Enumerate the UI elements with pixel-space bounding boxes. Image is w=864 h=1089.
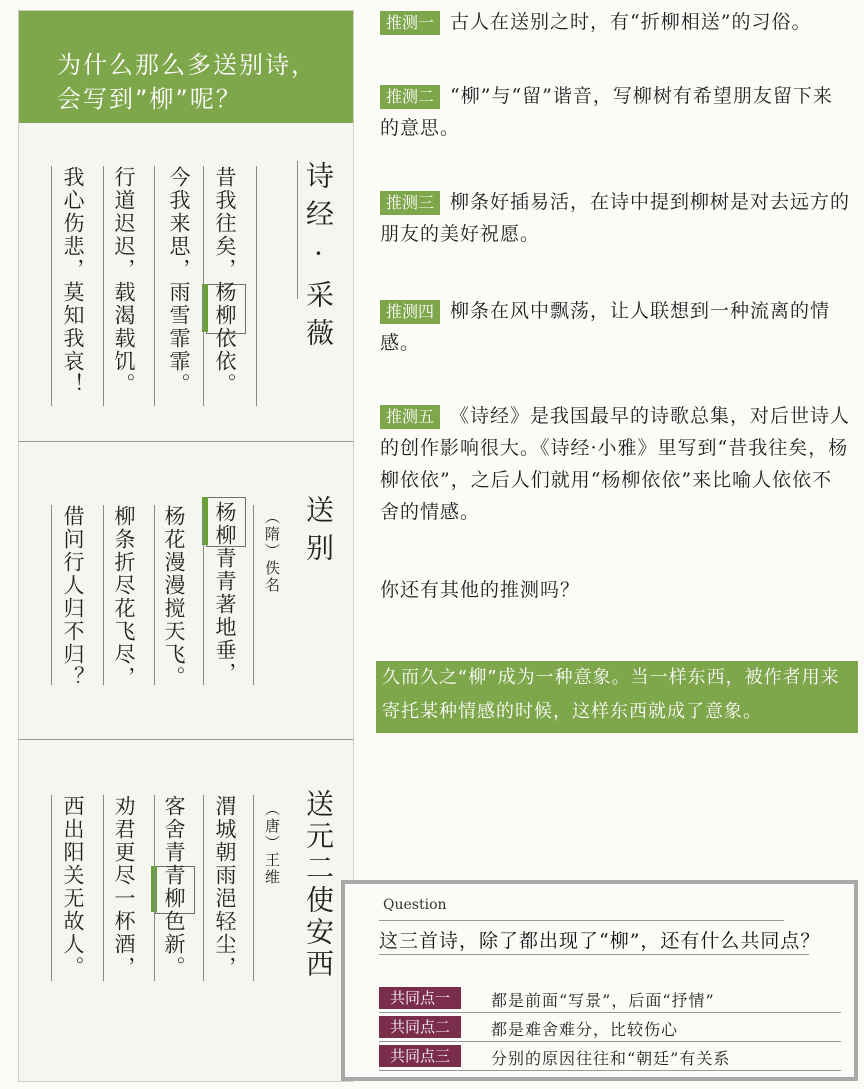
poem-line: 客舍青青柳色新。 (162, 795, 186, 979)
poem-author: （唐）王维 (263, 801, 281, 886)
common-point-text: 都是前面“写景”，后面“抒情” (491, 991, 715, 1010)
divider (103, 505, 104, 685)
divider (154, 795, 155, 981)
divider (51, 505, 52, 685)
divider (256, 166, 257, 406)
divider (379, 1070, 841, 1071)
poem-line: 借问行人归不归？ (61, 505, 85, 689)
divider (379, 920, 784, 921)
poem-title: 诗经·采薇 (302, 161, 335, 356)
divider (203, 166, 204, 406)
common-point-tag: 共同点二 (379, 1016, 461, 1038)
common-point-text: 分别的原因往往和“朝廷”有关系 (491, 1049, 731, 1068)
divider (203, 795, 204, 981)
prompt-question: 你还有其他的推测吗？ (380, 579, 581, 601)
common-point-text: 都是难舍难分，比较伤心 (491, 1020, 679, 1039)
hypothesis-2 (380, 80, 852, 144)
hypothesis-text: 《诗经》是我国最早的诗歌总集，对后世诗人的创作影响很大。《诗经·小雅》里写到“昔我往矣，杨柳依依”，之后人们就用“杨柳依依”来比喻人依依不舍的情感。 (380, 405, 851, 523)
hypothesis-text: 柳条在风中飘荡，让人联想到一种流离的情感。 (380, 300, 831, 354)
poem-line: 渭城朝雨浥轻尘， (213, 795, 237, 979)
divider (379, 1012, 841, 1013)
hypothesis-tag: 推测四 (380, 300, 440, 324)
divider (379, 954, 809, 955)
hypothesis-text: 古人在送别之时，有“折柳相送”的习俗。 (450, 11, 812, 33)
hypothesis-tag: 推测二 (380, 85, 440, 109)
poem-line: 劝君更尽一杯酒， (112, 795, 136, 979)
poem-title: 送别 (302, 495, 335, 571)
question-box (341, 880, 858, 1081)
hypothesis-4 (380, 295, 852, 359)
divider (103, 795, 104, 981)
divider (379, 1041, 841, 1042)
poem-line: 西出阳关无故人。 (61, 795, 85, 979)
divider (253, 505, 254, 685)
divider (203, 505, 204, 685)
hypothesis-5 (380, 400, 852, 528)
poem-line: 杨柳青青著地垂， (213, 501, 237, 685)
question-text: 这三首诗，除了都出现了“柳”，还有什么共同点？ (379, 930, 821, 952)
poem-line: 我心伤悲，莫知我哀！ (61, 166, 85, 396)
header-line-2: 会写到”柳”呢？ (57, 85, 242, 113)
divider (154, 505, 155, 685)
poems-panel (18, 10, 354, 1082)
section-divider (19, 739, 354, 740)
poem-line: 今我来思，雨雪霏霏。 (167, 166, 191, 396)
divider (51, 795, 52, 981)
divider (297, 161, 298, 299)
hypothesis-tag: 推测三 (380, 191, 440, 215)
poem-line: 柳条折尽花飞尽， (112, 505, 136, 689)
question-label: Question (383, 897, 447, 913)
poem-line: 行道迟迟，载渴载饥。 (112, 166, 136, 396)
definition-box: 久而久之“柳”成为一种意象。当一样东西，被作者用来寄托某种情感的时候，这样东西就成了意象。 (376, 661, 858, 733)
poem-title: 送元二使安西 (302, 789, 335, 981)
hypothesis-tag: 推测一 (380, 11, 440, 35)
common-point-tag: 共同点一 (379, 987, 461, 1009)
section-divider (19, 441, 354, 442)
divider (154, 166, 155, 406)
divider (51, 166, 52, 406)
header-line-1: 为什么那么多送别诗， (57, 51, 317, 79)
hypothesis-text: 柳条好插易活，在诗中提到柳树是对去远方的朋友的美好祝愿。 (380, 191, 851, 245)
hypothesis-tag: 推测五 (380, 405, 440, 429)
hypothesis-3 (380, 186, 852, 250)
divider (103, 166, 104, 406)
divider (253, 795, 254, 981)
poem-author: （隋）佚名 (263, 509, 281, 594)
common-point-tag: 共同点三 (379, 1045, 461, 1067)
panel-header (19, 11, 354, 123)
hypothesis-1 (380, 6, 852, 38)
poem-line: 昔我往矣，杨柳依依。 (213, 166, 237, 396)
hypothesis-text: “柳”与“留”谐音，写柳树有希望朋友留下来的意思。 (380, 85, 833, 139)
poem-line: 杨花漫漫搅天飞。 (162, 505, 186, 689)
